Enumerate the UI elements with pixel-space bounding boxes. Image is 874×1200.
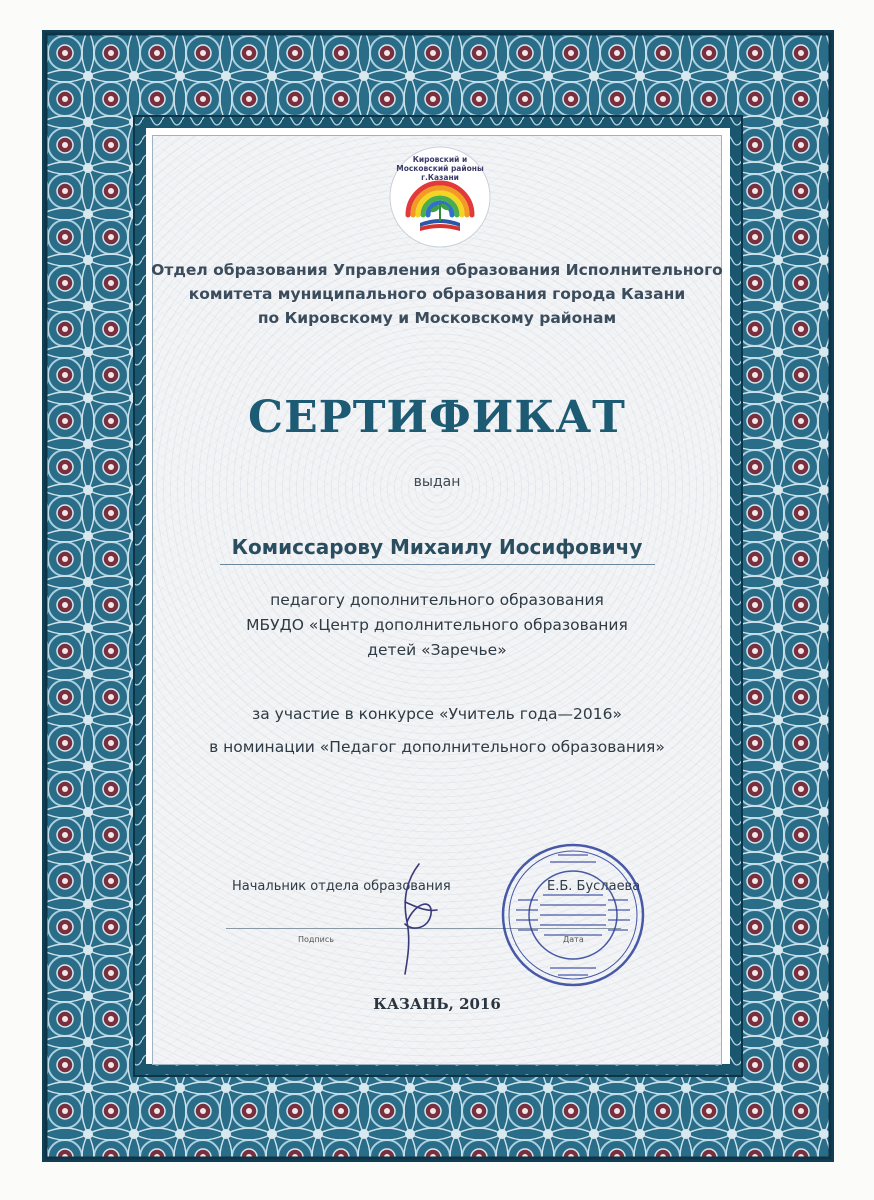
recipient-role: [0, 588, 874, 663]
recipient-name: Комиссарову Михаилу Иосифовичу: [231, 535, 643, 559]
certificate-title: СЕРТИФИКАТ: [248, 392, 626, 443]
issued-label: выдан: [413, 474, 461, 490]
role-line-1: педагогу дополнительного образования: [270, 591, 604, 609]
organization-header: [0, 258, 874, 330]
signatory-position: Начальник отдела образования: [232, 879, 451, 894]
name-underline: [220, 564, 655, 565]
handwritten-signature-icon: [385, 862, 445, 977]
award-reason: за участие в конкурсе «Учитель года—2016»: [252, 705, 622, 723]
logo-text: Кировский и Московский районы г.Казани: [396, 155, 484, 182]
org-line-1: Отдел образования Управления образования Исполнительного: [151, 261, 723, 279]
award-nomination: в номинации «Педагог дополнительного образования»: [209, 738, 665, 756]
role-line-2: МБУДО «Центр дополнительного образования: [246, 616, 628, 634]
signatory-name: Е.Б. Буслаева: [547, 879, 641, 894]
city-year: КАЗАНЬ, 2016: [373, 995, 501, 1013]
official-stamp-icon: [498, 840, 648, 990]
signature-caption: Подпись: [298, 935, 334, 944]
org-line-3: по Кировскому и Московскому районам: [257, 309, 617, 327]
role-line-3: детей «Заречье»: [367, 641, 507, 659]
org-line-2: комитета муниципального образования города Казани: [188, 285, 686, 303]
date-caption: Дата: [563, 935, 584, 944]
